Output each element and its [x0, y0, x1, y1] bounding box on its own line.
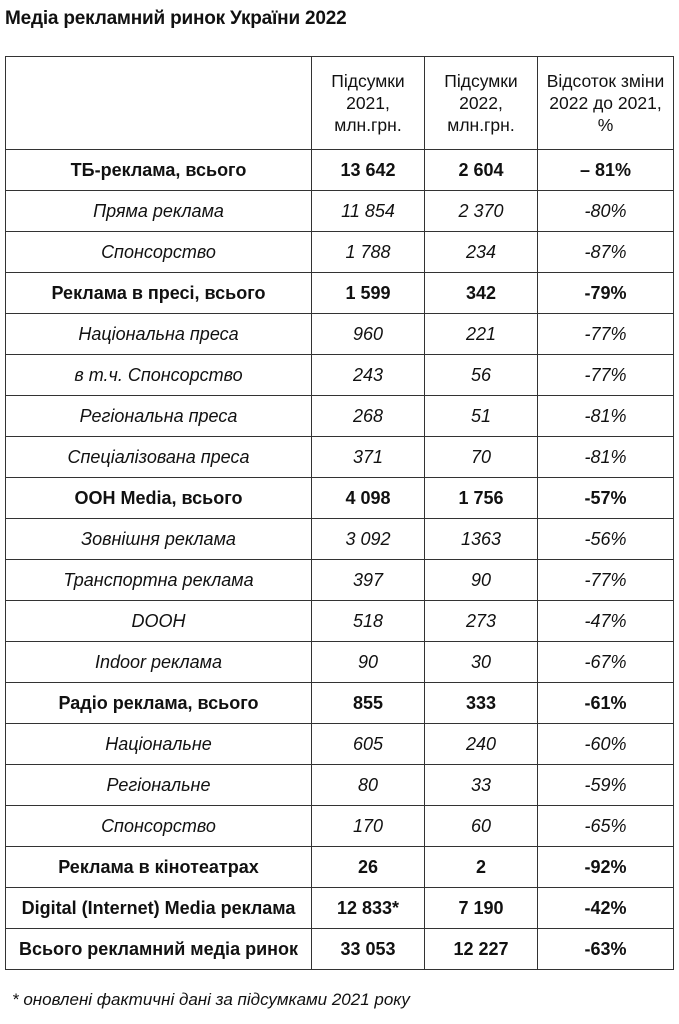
table-row: [6, 314, 674, 355]
row-label: Реклама в пресі, всього: [6, 273, 312, 314]
row-label: Спонсорство: [6, 232, 312, 273]
value-2022: 33: [425, 765, 538, 806]
value-2022: 60: [425, 806, 538, 847]
change-percent: -87%: [538, 232, 674, 273]
table-row: [6, 191, 674, 232]
value-2022: 7 190: [425, 888, 538, 929]
value-2021: 26: [312, 847, 425, 888]
row-label: Спеціалізована преса: [6, 437, 312, 478]
change-percent: -80%: [538, 191, 674, 232]
row-label: Національне: [6, 724, 312, 765]
row-label: Indoor реклама: [6, 642, 312, 683]
table-row: [6, 560, 674, 601]
table-row: [6, 478, 674, 519]
row-label: Digital (Internet) Media реклама: [6, 888, 312, 929]
row-label: Пряма реклама: [6, 191, 312, 232]
page-title: Медіа рекламний ринок України 2022: [5, 8, 347, 29]
change-percent: -47%: [538, 601, 674, 642]
value-2021: 397: [312, 560, 425, 601]
row-label: Регіональне: [6, 765, 312, 806]
table-row: [6, 150, 674, 191]
value-2021: 33 053: [312, 929, 425, 970]
table-row: [6, 765, 674, 806]
change-percent: -63%: [538, 929, 674, 970]
value-2022: 56: [425, 355, 538, 396]
value-2021: 12 833*: [312, 888, 425, 929]
value-2022: 240: [425, 724, 538, 765]
table-row: [6, 929, 674, 970]
row-label: Регіональна преса: [6, 396, 312, 437]
value-2021: 371: [312, 437, 425, 478]
row-label: в т.ч. Спонсорство: [6, 355, 312, 396]
table-row: [6, 724, 674, 765]
change-percent: -81%: [538, 437, 674, 478]
header-change: Відсоток зміни 2022 до 2021, %: [538, 57, 674, 150]
value-2022: 234: [425, 232, 538, 273]
value-2022: 2 604: [425, 150, 538, 191]
row-label: Зовнішня реклама: [6, 519, 312, 560]
change-percent: -42%: [538, 888, 674, 929]
value-2022: 1363: [425, 519, 538, 560]
value-2021: 268: [312, 396, 425, 437]
value-2021: 855: [312, 683, 425, 724]
row-label: OOH Media, всього: [6, 478, 312, 519]
value-2022: 70: [425, 437, 538, 478]
table-row: [6, 273, 674, 314]
value-2021: 1 788: [312, 232, 425, 273]
value-2022: 273: [425, 601, 538, 642]
table-row: [6, 806, 674, 847]
table-row: [6, 601, 674, 642]
row-label: Радіо реклама, всього: [6, 683, 312, 724]
table-row: [6, 396, 674, 437]
row-label: Реклама в кінотеатрах: [6, 847, 312, 888]
change-percent: -77%: [538, 314, 674, 355]
value-2022: 342: [425, 273, 538, 314]
table-row: [6, 847, 674, 888]
value-2022: 12 227: [425, 929, 538, 970]
table-row: [6, 888, 674, 929]
change-percent: -56%: [538, 519, 674, 560]
row-label: Спонсорство: [6, 806, 312, 847]
value-2021: 11 854: [312, 191, 425, 232]
table-row: [6, 642, 674, 683]
table-body: [6, 150, 674, 970]
value-2021: 90: [312, 642, 425, 683]
change-percent: -77%: [538, 560, 674, 601]
table-header-row: [6, 57, 674, 150]
table-row: [6, 519, 674, 560]
change-percent: -81%: [538, 396, 674, 437]
value-2022: 2: [425, 847, 538, 888]
row-label: Національна преса: [6, 314, 312, 355]
row-label: Транспортна реклама: [6, 560, 312, 601]
value-2022: 2 370: [425, 191, 538, 232]
table-row: [6, 355, 674, 396]
change-percent: -77%: [538, 355, 674, 396]
change-percent: -57%: [538, 478, 674, 519]
table-row: [6, 232, 674, 273]
value-2021: 518: [312, 601, 425, 642]
value-2021: 960: [312, 314, 425, 355]
header-category: [6, 57, 312, 150]
row-label: ТБ-реклама, всього: [6, 150, 312, 191]
value-2021: 1 599: [312, 273, 425, 314]
row-label: Всього рекламний медіа ринок: [6, 929, 312, 970]
value-2021: 4 098: [312, 478, 425, 519]
change-percent: -79%: [538, 273, 674, 314]
value-2022: 221: [425, 314, 538, 355]
value-2021: 243: [312, 355, 425, 396]
change-percent: -65%: [538, 806, 674, 847]
value-2021: 13 642: [312, 150, 425, 191]
value-2022: 90: [425, 560, 538, 601]
change-percent: -67%: [538, 642, 674, 683]
change-percent: – 81%: [538, 150, 674, 191]
header-2022: Підсумки 2022, млн.грн.: [425, 57, 538, 150]
value-2021: 80: [312, 765, 425, 806]
ad-market-table: [5, 56, 674, 970]
value-2022: 333: [425, 683, 538, 724]
change-percent: -59%: [538, 765, 674, 806]
table-row: [6, 437, 674, 478]
value-2022: 30: [425, 642, 538, 683]
value-2022: 1 756: [425, 478, 538, 519]
header-2021: Підсумки 2021, млн.грн.: [312, 57, 425, 150]
change-percent: -61%: [538, 683, 674, 724]
footnote: * оновлені фактичні дані за підсумками 2021 року: [12, 990, 410, 1009]
change-percent: -60%: [538, 724, 674, 765]
change-percent: -92%: [538, 847, 674, 888]
value-2021: 3 092: [312, 519, 425, 560]
table-row: [6, 683, 674, 724]
value-2021: 605: [312, 724, 425, 765]
value-2021: 170: [312, 806, 425, 847]
row-label: DOOH: [6, 601, 312, 642]
value-2022: 51: [425, 396, 538, 437]
